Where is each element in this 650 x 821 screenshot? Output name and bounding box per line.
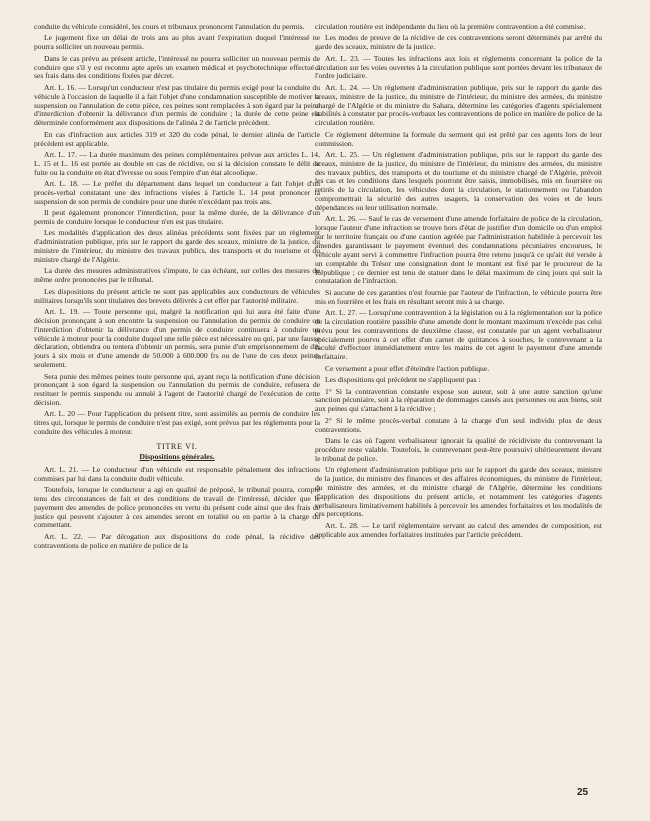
paragraph: Ce règlement détermine la formule du serment qui est prêté par ces agents lors de leur commission. [315,129,602,148]
paragraph: Art. L. 28. — Le tarif réglementaire servant au calcul des amendes de composition, est applicable aux amendes forfaitaires instituées par l'article précédent. [315,520,602,539]
paragraph: Toutefois, lorsque le conducteur a agi en qualité de préposé, le tribunal pourra, compte tenu des circonstances de fait et des conditions de travail de l'intéressé, décider que le payement des amendes de police prononcées en vertu du présent code ainsi que des frais de justice qui peuvent s'ajouter à ces amendes seront en totalité ou en partie à la charge du commettant. [34,484,320,530]
paragraph: Art. L. 20 — Pour l'application du présent titre, sont assimilés au permis de conduire les titres qui, lorsque le permis de conduire n'est pas exigé, sont prévus par les règlements pour la conduite des véhicules à moteur. [34,409,320,437]
section-title: TITRE VI. [156,442,198,451]
section-subtitle: Dispositions générales. [139,451,215,461]
paragraph: Les modes de preuve de la récidive de ces contraventions seront déterminés par arrêté du garde des sceaux, ministre de la justice. [315,33,602,52]
paragraph: Dans le cas prévu au présent article, l'intéressé ne pourra solliciter un nouveau permis de conduire que s'il y est reconnu apte après un examen médical et psychotechnique effectué à ses frais dans des conditions fixées par décret. [34,53,320,81]
paragraph: Art. L. 16. — Lorsqu'un conducteur n'est pas titulaire du permis exigé pour la conduite du véhicule à l'occasion de laquelle il a fait l'objet d'une condamnation susceptible de motiver la suspension ou l'annulation de cette pièce, ces peines sont remplacées à son égard par la peine d'interdiction d'obtenir la délivrance d'un permis de conduire ; la durée de cette peine est déterminée conformément aux dispositions de l'alinéa 2 de l'article précédent. [34,82,320,128]
paragraph: Art. L. 26. — Sauf le cas de versement d'une amende forfaitaire de police de la circulation, lorsque l'auteur d'une infraction se trouve hors d'état de justifier d'un domicile ou d'un emploi sur le territoire français ou d'une caution agréée par l'administration habilitée à percevoir les amendes garantissant le payement éventuel des condamnations pécuniaires encourues, le véhicule ayant servi à commettre l'infraction pourra être retenu jusqu'à ce qu'ait été versée à un comptable du Trésor une consignation dont le montant est fixé par le procureur de la République ; ce dernier est tenu de statuer dans le délai maximum de cinq jours qui suit la constatation de l'infraction. [315,214,602,286]
paragraph: 2° Si le même procès-verbal constate à la charge d'un seul individu plus de deux contraventions. [315,415,602,434]
paragraph: conduite du véhicule considéré, les cours et tribunaux prononcent l'annulation du permis. [34,22,305,31]
paragraph: Dans le cas où l'agent verbalisateur ignorait la qualité de récidiviste du contrevenant la procédure reste valable. Toutefois, le contrevenant peut-être poursuivi ultérieurement devant le tribunal de police. [315,436,602,463]
left-paragraphs-after [34,466,320,551]
paragraph: En cas d'infraction aux articles 319 et 320 du code pénal, le dernier alinéa de l'article précédent est applicable. [34,129,320,148]
paragraph: La durée des mesures administratives s'impute, le cas échéant, sur celles des mesures du même ordre prononcées par le tribunal. [34,266,320,285]
paragraph: Art. L. 27. — Lorsqu'une contravention à la législation ou à la réglementation sur la police de la circulation routière passible d'une amende dont le montant maximum n'excède pas celui prévu pour les contraventions de deuxième classe, est constatée par un agent verbalisateur spécialement pourvu à cet effet d'un carnet de quittances à souches, le contrevenant a la faculté d'effectuer immédiatement entre les mains de cet agent le payement d'une amende forfaitaire. [315,308,602,362]
paragraph: Art. L. 25. — Un règlement d'administration publique, pris sur le rapport du garde des sceaux, ministre de la justice, du ministre de l'intérieur, du ministre des armées, du ministre des travaux publics, des transports et du tourisme et du ministre chargé de l'Algérie, prévoit les cas et les conditions dans lesquels pourront être saisis, immobilisés, mis en fourrière ou retirés de la circulation, les véhicules dont la circulation, le stationnement ou l'abandon compromettrait la sécurité des autres usagers, la conservation des voies et de leurs dépendances ou leur utilisation normale. [315,149,602,212]
paragraph: Le jugement fixe un délai de trois ans au plus avant l'expiration duquel l'intéressé ne pourra solliciter un nouveau permis. [34,33,320,52]
paragraph: Les modalités d'application des deux alinéas précédents sont fixées par un règlement d'administration publique, pris sur le rapport du garde des sceaux, ministre de la justice, du ministre de l'intérieur, du ministre des travaux publics, des transports et du tourisme et du ministre chargé de l'Algérie. [34,228,320,264]
paragraph: Les dispositions qui précèdent ne s'appliquent pas : [325,375,481,385]
paragraph: Art. L. 22. — Par dérogation aux dispositions du code pénal, la récidive des contraventions de police en matière de police de la [34,531,320,550]
paragraph: Art. L. 18. — Le préfet du département dans lequel un conducteur a fait l'objet d'un procès-verbal constatant une des infractions visées à l'article L. 14 peut prononcer la suspension de son permis de conduire pour une durée n'excédant pas trois ans. [34,179,320,206]
paragraph: Les dispositions du présent article ne sont pas applicables aux conducteurs de véhicules militaires lorsqu'ils sont titulaires des brevets délivrés à cet effet par l'autorité militaire. [34,286,320,305]
paragraph: Si aucune de ces garanties n'est fournie par l'auteur de l'infraction, le véhicule pourra être mis en fourrière et les frais en résultant seront mis à sa charge. [315,287,602,306]
right-paragraphs [315,23,602,539]
left-column [34,23,320,553]
right-column [315,23,602,542]
paragraph: Il peut également prononcer l'interdiction, pour la même durée, de la délivrance d'un permis de conduire lorsque le conducteur n'en est pas titulaire. [34,208,320,227]
page-number: 25 [577,787,589,798]
paragraph: Art. L. 24. — Un règlement d'administration publique, pris sur le rapport du garde des sceaux, ministre de la justice, du ministre de l'intérieur, du ministre des armées, du ministre chargé de l'Algérie et du ministre du Sahara, détermine les catégories d'agents spécialement habilités à constater par procès-verbaux les contraventions de police en matière de police de la circulation routière. [315,82,602,128]
paragraph: Art. L. 21. — Le conducteur d'un véhicule est responsable pénalement des infractions commises par lui dans la conduite dudit véhicule. [34,464,320,483]
paragraph: circulation routière est indépendante du lieu où la première contravention a été commise. [315,22,586,31]
paragraph: Art. L. 23. — Toutes les infractions aux lois et règlements concernant la police de la circulation sur les voies ouvertes à la circulation publique sont portées devant les tribunaux de l'ordre judiciaire. [315,53,602,81]
paragraph: Art. L. 17. — La durée maximum des peines complémentaires prévue aux articles L. 14, L. 15 et L. 16 est portée au double en cas de récidive, ou si la décision constate le délit de fuite ou la conduite en état d'ivresse ou sous l'empire d'un état alcoolique. [34,149,320,177]
paragraph: 1° Si la contravention constatée expose son auteur, soit à une autre sanction qu'une sanction pécuniaire, soit à la réparation de dommages causés aux personnes ou aux biens, soit aux peines qui s'attachent à la récidive ; [315,386,602,414]
paragraph: Sera punie des mêmes peines toute personne qui, ayant reçu la notification d'une décision prononçant à son égard la suspension ou l'annulation du permis de conduire, refusera de restituer le permis suspendu ou annulé à l'agent de l'autorité chargé de l'exécution de cette décision. [34,371,320,408]
left-paragraphs-before [34,23,320,437]
paragraph: Art. L. 19. — Toute personne qui, malgré la notification qui lui aura été faite d'une décision prononçant à son encontre la suspension ou l'annulation du permis de conduire ou l'interdiction d'obtenir la délivrance d'un permis de conduire continuera à conduire un véhicule à moteur pour la conduite duquel une telle pièce est nécessaire ou qui, par une fausse déclaration, obtiendra ou tentera d'obtenir un permis, sera punie d'un emprisonnement de dix jours à six mois et d'une amende de 50.000 à 600.000 frs ou de l'une de ces deux peines seulement. [34,307,320,370]
paragraph: Un règlement d'administration publique pris sur le rapport du garde des sceaux, ministre de la justice, du ministre des finances et des affaires économiques, du ministre de l'intérieur, du ministre des armées, et du ministre chargé de l'Algérie, détermine les conditions d'application des dispositions du présent article, et notamment les catégories d'agents verbalisateurs limitativement habilités à percevoir les amendes forfaitaires et les modalités de ces perceptions. [315,465,602,519]
paragraph: Ce versement a pour effet d'éteindre l'action publique. [325,363,490,373]
